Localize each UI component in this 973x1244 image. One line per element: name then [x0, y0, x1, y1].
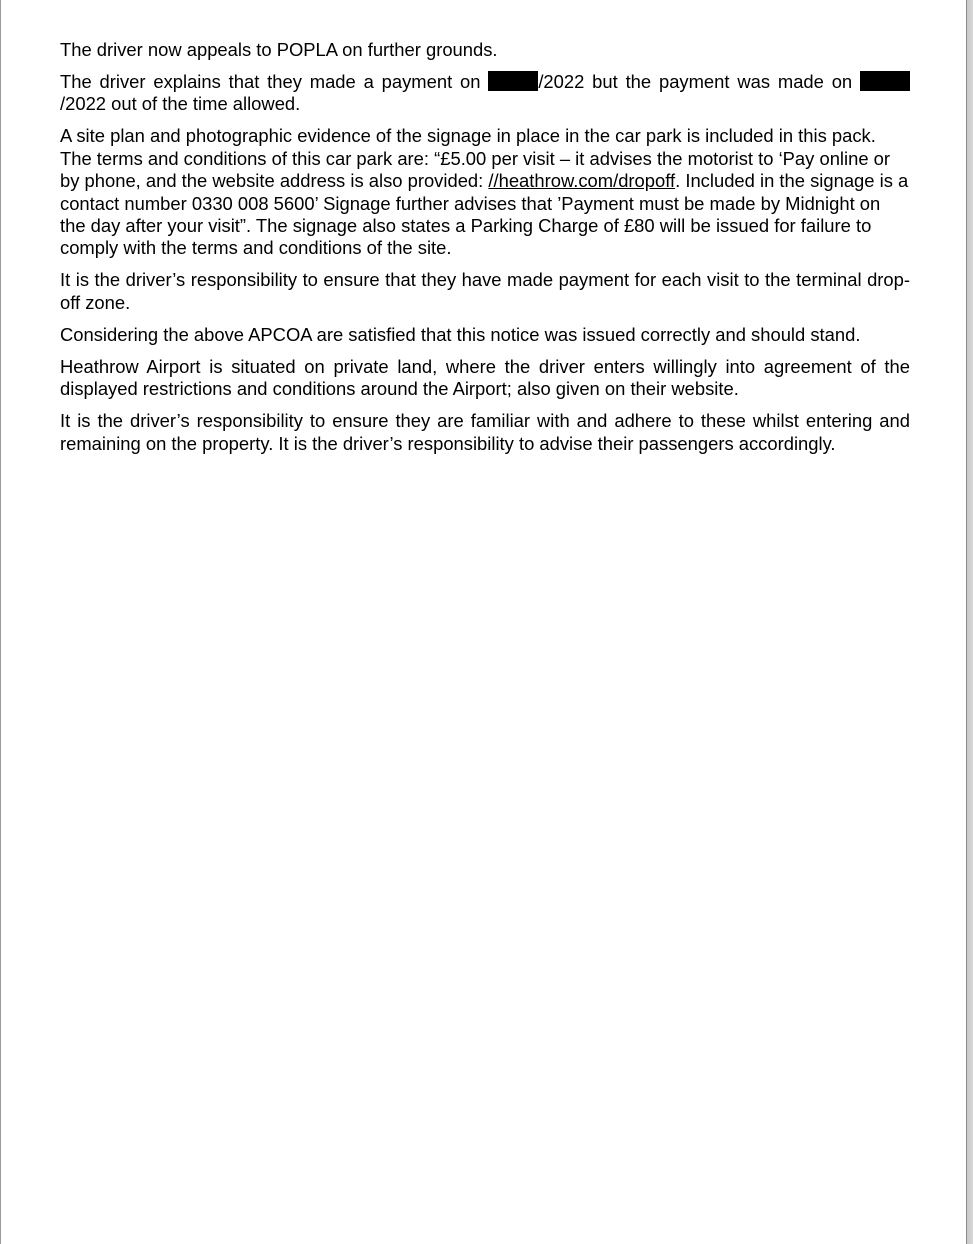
dropoff-website-link[interactable]: //heathrow.com/dropoff — [488, 170, 676, 192]
signage-text-start: A site plan and photographic evidence of the signage in place in the car park is included in this pack. The terms and conditions of this car park are: “£5.00 per visit – it advises the motorist to ‘Pay online or by phone, and the website address is also provided: — [60, 125, 891, 192]
document-body — [60, 39, 910, 465]
paragraph-conclusion: Considering the above APCOA are satisfied that this notice was issued correctly and should stand. — [60, 323, 861, 345]
payment-text-end: /2022 out of the time allowed. — [60, 93, 301, 115]
paragraph-driver-responsibility-payment: It is the driver’s responsibility to ensure that they have made payment for each visit to the terminal drop-off zone. — [60, 269, 910, 313]
redacted-date-2 — [860, 71, 910, 91]
paragraph-driver-responsibility-passengers: It is the driver’s responsibility to ensure they are familiar with and adhere to these whilst entering and remaining on the property. It is the driver’s responsibility to advise their passengers accordingly. — [60, 410, 910, 454]
signage-text-end: . Included in the signage is a contact number 0330 008 5600’ Signage further advises that ’Payment must be made by Midnight on the day after your visit”. The signage also states a Parking Charge of £80 will be issued for failure to comply with the terms and conditions of the site. — [60, 170, 909, 259]
page-right-edge — [966, 0, 973, 1244]
paragraph-private-land: Heathrow Airport is situated on private land, where the driver enters willingly into agreement of the displayed restrictions and conditions around the Airport; also given on their website. — [60, 355, 910, 400]
paragraph-appeal-grounds: The driver now appeals to POPLA on further grounds. — [60, 39, 498, 60]
redacted-date-1 — [488, 71, 538, 91]
payment-text-start: The driver explains that they made a payment on — [60, 71, 489, 92]
paragraph-payment-dates — [60, 71, 910, 116]
paragraph-site-signage — [60, 125, 910, 259]
page-left-edge — [0, 0, 1, 1244]
payment-text-middle: /2022 but the payment was made on — [538, 71, 860, 92]
